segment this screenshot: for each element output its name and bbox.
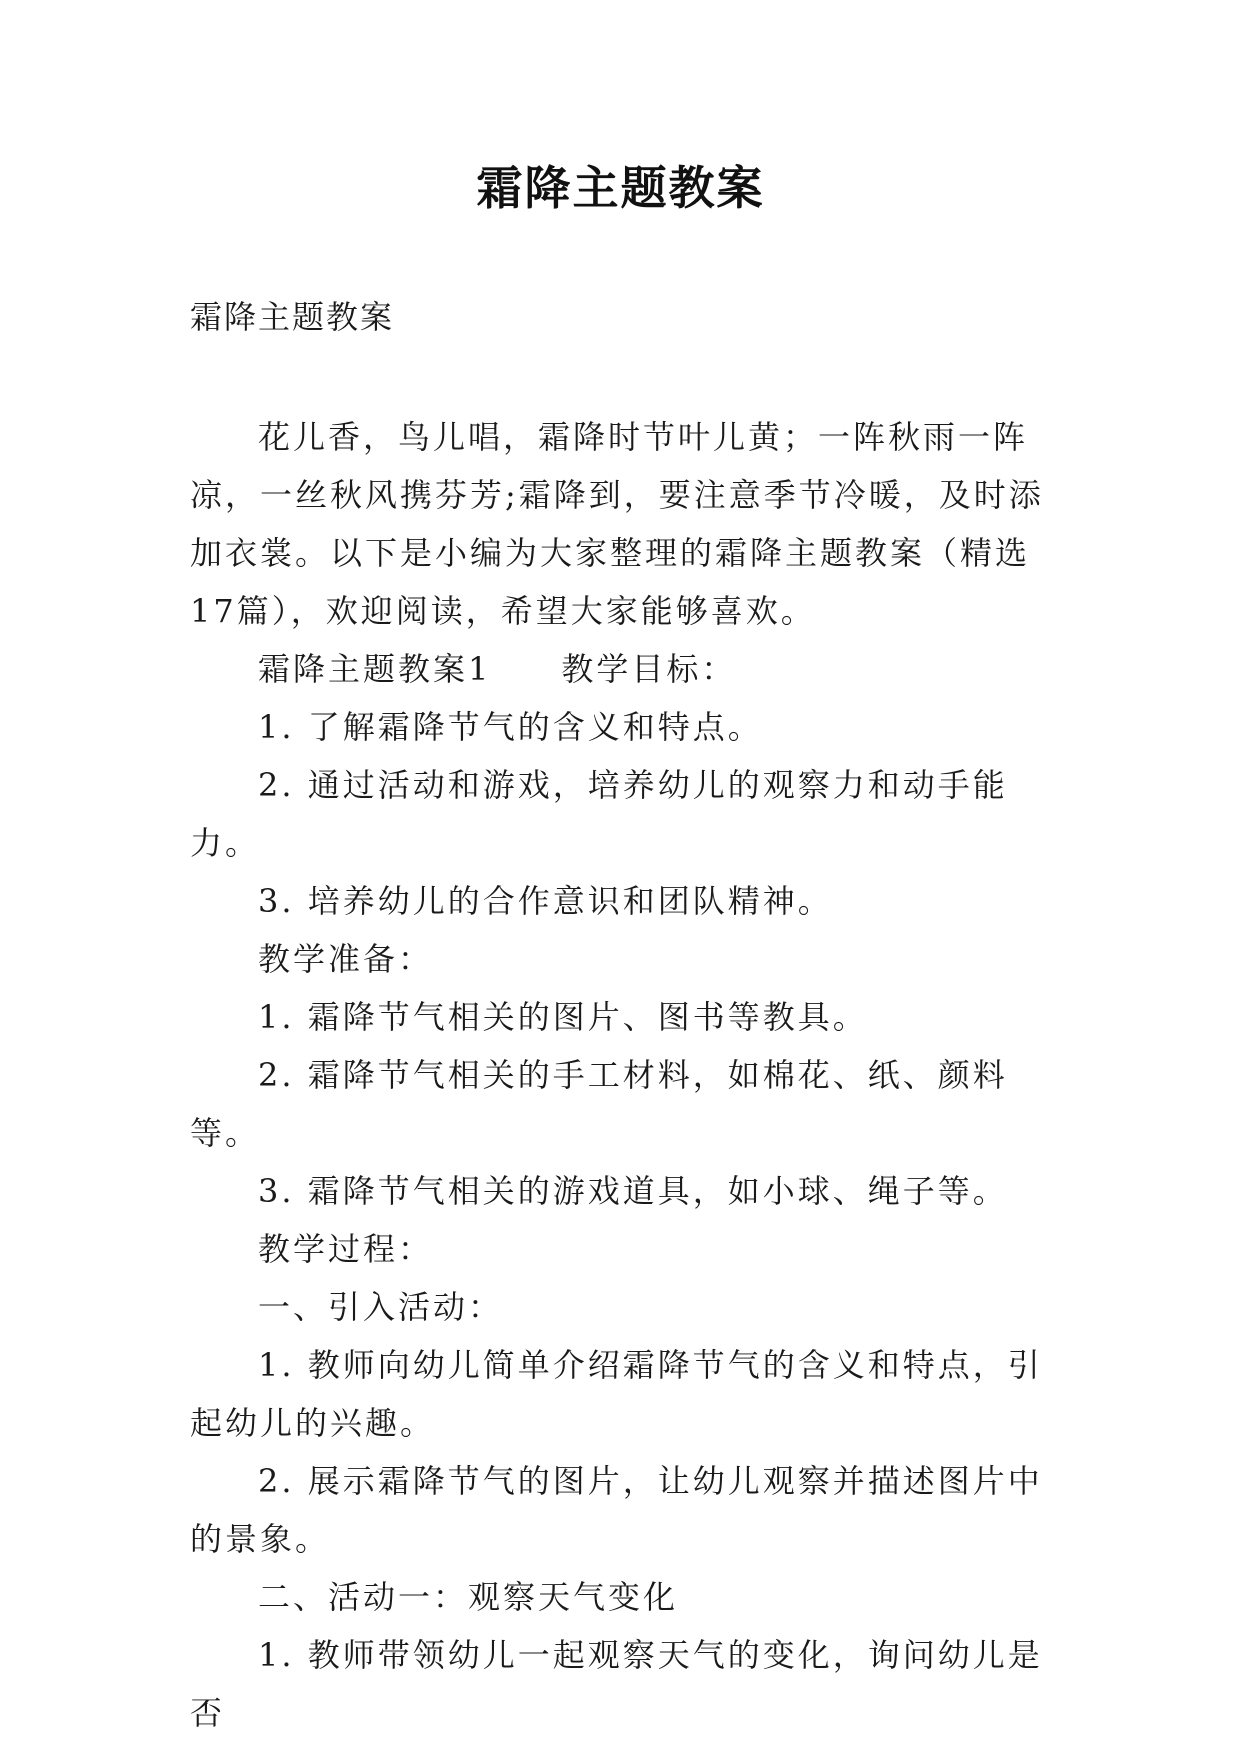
section-heading-process: 教学过程： [258,1230,434,1268]
subsection-heading: 二、活动一：观察天气变化 [258,1578,679,1616]
list-item: 2. 霜降节气相关的手工材料，如棉花、纸、颜料等。 [190,1056,1008,1152]
list-item: 1. 教师带领幼儿一起观察天气的变化，询问幼儿是否 [190,1636,1043,1732]
document-subtitle: 霜降主题教案 [190,298,395,336]
list-item: 2. 展示霜降节气的图片，让幼儿观察并描述图片中的景象。 [190,1462,1043,1558]
list-item: 2. 通过活动和游戏，培养幼儿的观察力和动手能力。 [190,766,1008,862]
document-title: 霜降主题教案 [476,161,765,215]
intro-paragraph: 花儿香，鸟儿唱，霜降时节叶儿黄；一阵秋雨一阵凉，一丝秋风携芬芳;霜降到，要注意季节冷暖，及时添加衣裳。以下是小编为大家整理的霜降主题教案（精选17篇），欢迎阅读，希望大家能够喜欢。 [190,418,1044,630]
list-item: 1. 霜降节气相关的图片、图书等教具。 [258,998,868,1036]
section-heading-objectives: 霜降主题教案1 教学目标： [258,650,737,688]
list-item: 3. 霜降节气相关的游戏道具，如小球、绳子等。 [258,1172,1008,1210]
document-body [190,408,1050,1742]
subsection-heading: 一、引入活动： [258,1288,504,1326]
list-item: 1. 了解霜降节气的含义和特点。 [258,708,763,746]
section-heading-preparation: 教学准备： [258,940,434,978]
list-item: 1. 教师向幼儿简单介绍霜降节气的含义和特点，引起幼儿的兴趣。 [190,1346,1043,1442]
list-item: 3. 培养幼儿的合作意识和团队精神。 [258,882,833,920]
